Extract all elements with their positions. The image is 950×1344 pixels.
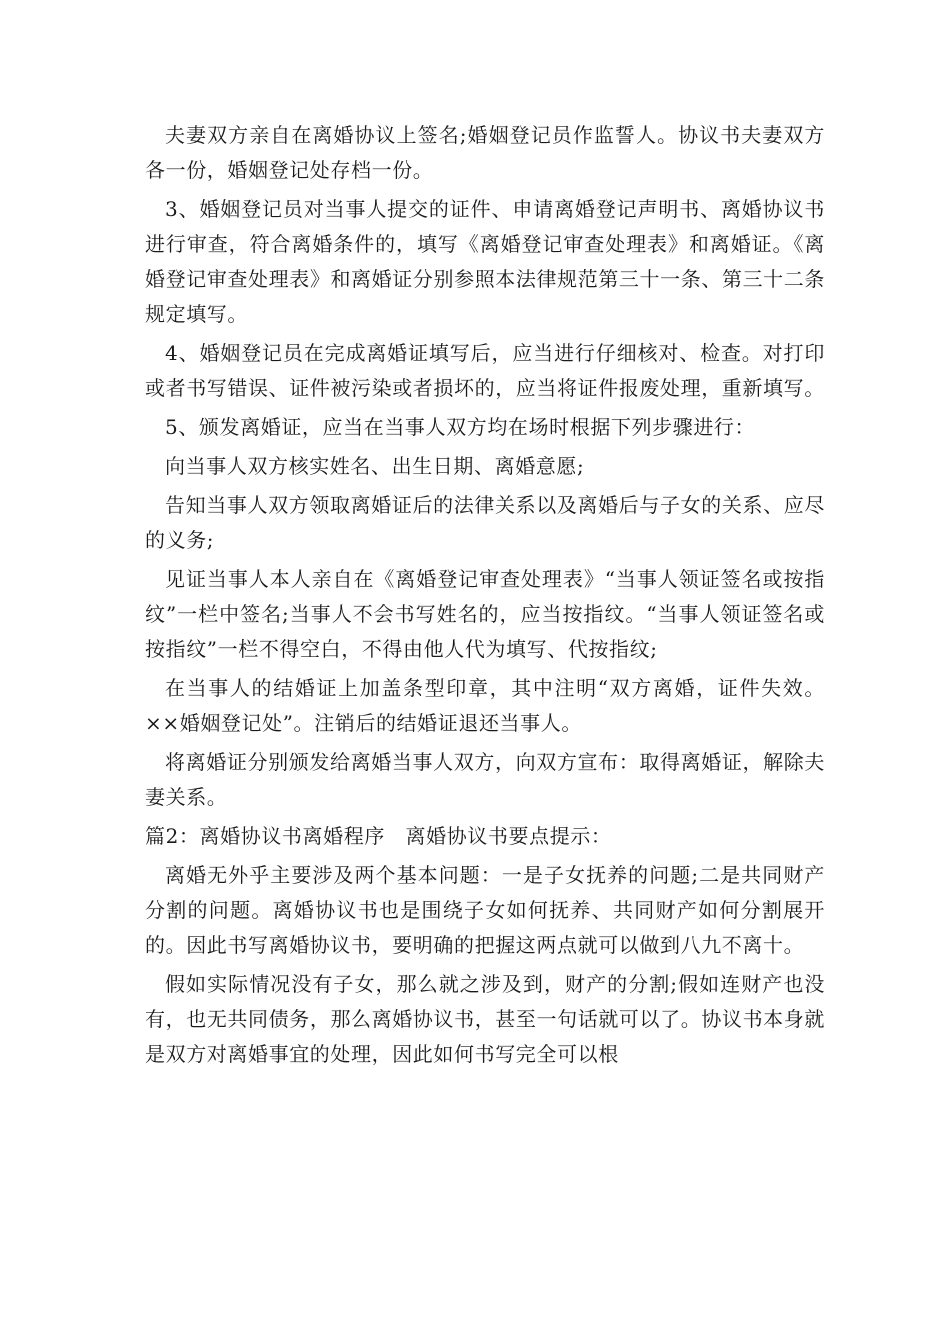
paragraph-witness-signature: 见证当事人本人亲自在《离婚登记审查处理表》“当事人领证签名或按指纹”一栏中签名;当事人不会书写姓名的，应当按指纹。“当事人领证签名或按指纹”一栏不得空白，不得由他人代为填写、代按指纹;: [145, 567, 825, 661]
paragraph-signing: 夫妻双方亲自在离婚协议上签名;婚姻登记员作监誓人。协议书夫妻双方各一份，婚姻登记处存档一份。: [145, 123, 825, 182]
section-heading: 篇2：离婚协议书离婚程序 离婚协议书要点提示：: [145, 824, 612, 848]
paragraph-stamp-certificate: 在当事人的结婚证上加盖条型印章，其中注明“双方离婚，证件失效。××婚姻登记处”。注销后的结婚证退还当事人。: [145, 676, 825, 735]
document-body: [145, 118, 825, 1076]
paragraph-verify-identity: 向当事人双方核实姓名、出生日期、离婚意愿;: [165, 454, 585, 478]
paragraph-issue-certificate: 将离婚证分别颁发给离婚当事人双方，向双方宣布：取得离婚证，解除夫妻关系。: [145, 750, 825, 809]
paragraph-basic-issues: 离婚无外乎主要涉及两个基本问题：一是子女抚养的问题;二是共同财产分割的问题。离婚协议书也是围绕子女如何抚养、共同财产如何分割展开的。因此书写离婚协议书，要明确的把握这两点就可以做到八九不离十。: [145, 863, 825, 957]
paragraph-no-children: 假如实际情况没有子女，那么就之涉及到，财产的分割;假如连财产也没有，也无共同债务，那么离婚协议书，甚至一句话就可以了。协议书本身就是双方对离婚事宜的处理，因此如何书写完全可以根: [145, 972, 825, 1066]
paragraph-step-3: 3、婚姻登记员对当事人提交的证件、申请离婚登记声明书、离婚协议书进行审查，符合离婚条件的，填写《离婚登记审查处理表》和离婚证。《离婚登记审查处理表》和离婚证分别参照本法律规范第三十一条、第三十二条规定填写。: [145, 197, 825, 326]
paragraph-step-5: 5、颁发离婚证，应当在当事人双方均在场时根据下列步骤进行：: [165, 415, 756, 439]
paragraph-step-4: 4、婚姻登记员在完成离婚证填写后，应当进行仔细核对、检查。对打印或者书写错误、证件被污染或者损坏的，应当将证件报废处理，重新填写。: [145, 341, 825, 400]
paragraph-inform-relations: 告知当事人双方领取离婚证后的法律关系以及离婚后与子女的关系、应尽的义务;: [145, 493, 825, 552]
